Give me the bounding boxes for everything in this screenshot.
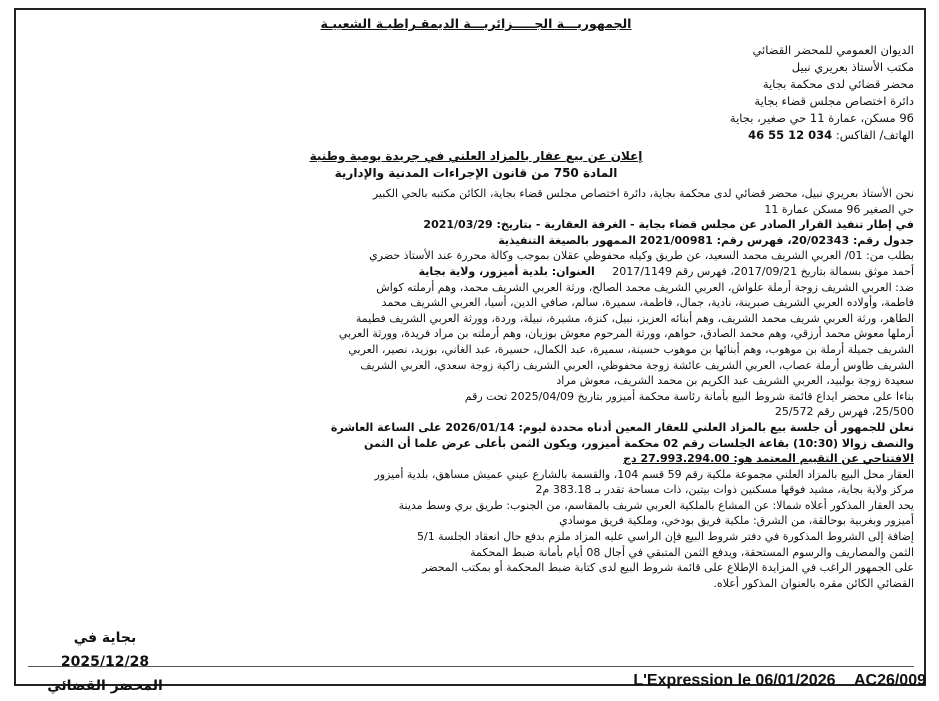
body-line: إضافة إلى الشروط المذكورة في دفتر شروط البيع فإن الراسي عليه المزاد ملزم بدفع حال انعقاد الجلسة 5/1 <box>416 530 914 544</box>
body-line: القضائي الكائن مقره بالعنوان المذكور أعلاه. <box>713 576 914 590</box>
office-line-3: محضر قضائي لدى محكمة بجاية <box>762 77 914 91</box>
body-line: سعيدة زوجة بولبيد، العربي الشريف عبد الكريم بن محمد الشريف، معوش مراد <box>556 374 914 388</box>
body-line: أرملها معوش محمد أرزقي، وهم محمد الصادق، حواهم، وورثة المرحوم معوش بوزيان، وهم أرملته بن مراد فريدة، وورثة العربي <box>338 327 914 341</box>
body-line: حي الصغير 96 مسكن عمارة 11 <box>764 202 914 216</box>
office-line-2: مكتب الأستاذ بعريري نبيل <box>791 60 914 74</box>
signature-place-date: بجاية في 2025/12/28 <box>60 630 150 670</box>
body-line: نعلن للجمهور أن جلسة بيع بالمزاد العلني للعقار المعين أدناه محددة ليوم: 2026/01/14 على الساعة العاشرة <box>330 420 914 434</box>
body-line: الافتتاحي عن التقييم المعتمد هو: 27.993.294.00 دج <box>623 452 914 466</box>
subject-line-1: إعلان عن بيع عقار بالمزاد العلني في جريدة يومية وطنية <box>309 149 643 163</box>
publication-footer <box>526 672 926 690</box>
signature-role: المحضر القضائي <box>47 678 163 694</box>
republic-header: الجمهوريـــة الجـــــزائريـــة الديمقـراطيـة الشعبيـة <box>320 16 632 31</box>
publication-line: L'Expression le 06/01/2026 <box>633 672 836 689</box>
office-line-4: دائرة اختصاص مجلس قضاء بجاية <box>754 94 914 108</box>
body-line: فاطمة، وأولاده العربي الشريف صبرينة، نادية، جمال، فاطمة، سميرة، سالم، صافي الدين، أسيا، العربي الشريف محمد <box>381 296 914 310</box>
body-span: العنوان: بلدية أميزور، ولاية بجاية <box>418 264 595 278</box>
body-line: بطلب من: 01/ العربي الشريف محمد السعيد، عن طريق وكيله محفوظي عقلان بموجب وكالة محررة عند الأستاذ حضري <box>369 249 914 263</box>
body-line: بناءا على محضر ايداع قائمة شروط البيع بأمانة رئاسة محكمة أميزور بتاريخ 2025/04/09 تحت رقم <box>464 389 914 403</box>
subject-line-2: المادة 750 من قانون الإجراءات المدنية والإدارية <box>334 166 618 180</box>
body-line: العقار محل البيع بالمزاد العلني مجموعة ملكية رقم 59 قسم 104، والقسمة بالشارع عيني عميش مساهق، بلدية أميزور <box>374 467 914 481</box>
body-line: والنصف زوالا (10:30) بقاعة الجلسات رقم 02 محكمة أميزور، ويكون الثمن بأعلى عرض علما أن الثمن <box>363 436 914 450</box>
body-line: في إطار تنفيذ القرار الصادر عن مجلس قضاء بجاية - الغرفة العقارية - بتاريخ: 2021/03/29 <box>423 218 914 232</box>
body-line: مركز ولاية بجاية، مشيد فوقها مسكنين ذوات بيتين، ذات مساحة تقدر بـ 383.18 م2 <box>535 483 914 497</box>
body-line: 25/500، فهرس رقم 25/572 <box>774 405 914 419</box>
body-line: جدول رقم: 20/02343، فهرس رقم: 2021/00981 الممهور بالصيغة التنفيذية <box>498 233 914 247</box>
phone-number: 034 12 55 46 <box>748 128 833 142</box>
body-line: الطاهر، ورثة العربي شريف محمد الشريف، وهم أبنائه العزيز، نبيل، كنزة، مشيرة، نبيلة، وردة، وورثة العربي الشريف فطيمة <box>355 311 914 325</box>
office-line-1: الديوان العمومي للمحضر القضائي <box>752 43 914 57</box>
footer-divider <box>28 666 914 667</box>
body-line: على الجمهور الراغب في المزايدة الإطلاع على قائمة شروط البيع لدى كتابة ضبط المحكمة أو بمكتب المحضر <box>422 561 914 575</box>
reference-code: AC26/009 <box>853 672 926 689</box>
office-address: 96 مسكن، عمارة 11 حي صغير، بجاية <box>729 111 914 125</box>
body-line: الشريف طاوس أرملة عصاب، العربي الشريف عائشة زوجة محفوظي، العربي الشريف زاكية زوجة سعدي، العربي الشريف <box>360 358 914 372</box>
notice-subject <box>186 148 766 182</box>
body-line: الثمن والمصاريف والرسوم المستحقة، ويدفع الثمن المتبقي في أجال 08 أيام بأمانة ضبط المحكمة <box>470 545 914 559</box>
signature-block <box>40 626 170 698</box>
phone-label: الهاتف/ الفاكس: <box>835 128 914 142</box>
body-span: أحمد موثق بسمالة بتاريخ 2017/09/21، فهرس رقم 2017/1149 <box>612 264 914 278</box>
body-line: ضد: العربي الشريف زوجة أرملة علواش، العربي الشريف محمد الصالح، ورثة العربي الشريف محمد، وهم أرملته كواش <box>376 280 914 294</box>
body-line: الشريف جميلة أرملة بن موهوب، وهم أبنائها بن موهوب حسينة، سميرة، عبد الكمال، حسيرة، عبد الغاني، بوزيد، نصير، العربي <box>348 342 914 356</box>
body-line: يحد العقار المذكور أعلاه شمالا: عن المشاع بالملكية العربي شريف بالمقاسم، من الجنوب: طريق بري وسط مدينة <box>398 498 914 512</box>
body-line <box>28 264 914 280</box>
notice-body <box>28 186 914 591</box>
bailiff-office-block <box>614 42 914 144</box>
legal-notice-document <box>14 8 926 694</box>
body-line: نحن الأستاذ بعريري نبيل، محضر قضائي لدى محكمة بجاية، دائرة اختصاص مجلس قضاء بجاية، الكائن مكتبه بالحي الكبير <box>372 187 914 200</box>
office-phone-line <box>614 127 914 144</box>
body-line: أميزور وبغربية بوحالقة، من الشرق: ملكية فريق بودخي، وملكية فريق موسادي <box>559 514 914 528</box>
